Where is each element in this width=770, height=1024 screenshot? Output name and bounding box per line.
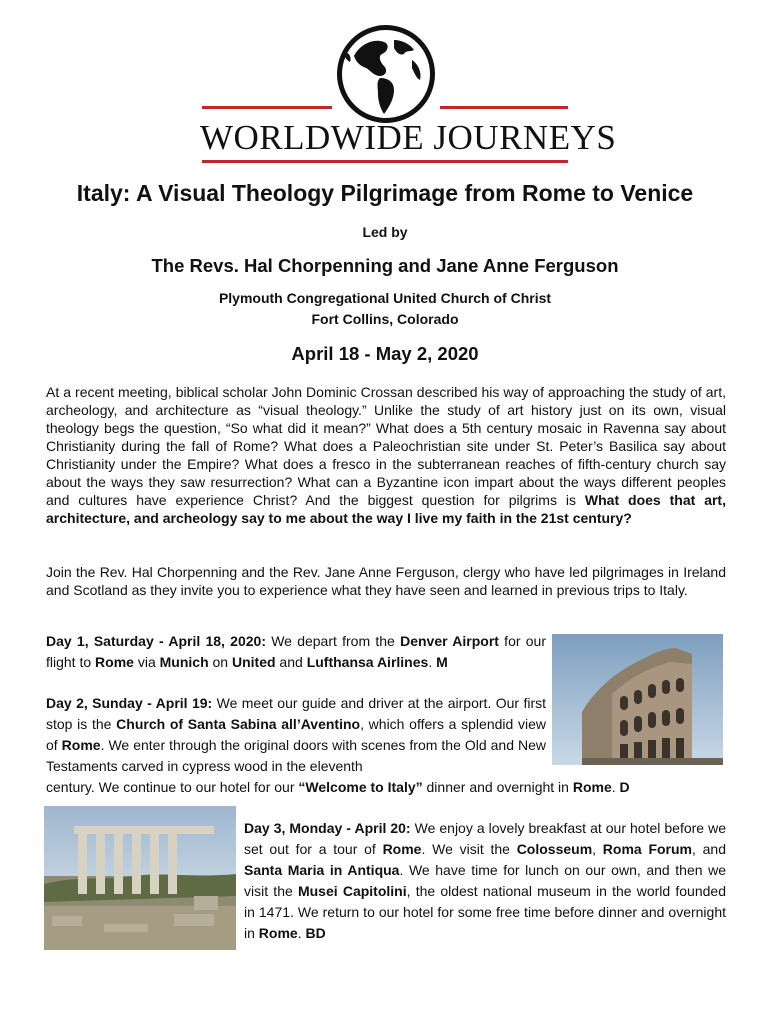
invite-paragraph: Join the Rev. Hal Chorpenning and the Rev. Jane Anne Ferguson, clergy who have led pilgrimages in Ireland and Scotland as they invite you to experience what they have seen and learned in previous trips to Italy. [46,564,726,598]
day-2-event: “Welcome to Italy” [298,779,423,795]
trip-dates: April 18 - May 2, 2020 [291,343,479,364]
logo-rule-bottom [202,160,568,163]
day-2-text: . [611,779,620,795]
day-3-text: , and [692,841,726,857]
day-3-text: , [592,841,603,857]
day-3-meals: BD [305,925,326,941]
day-1-meals: M [436,654,448,670]
day-3-text: . [297,925,306,941]
day-1-text: We depart from the [265,633,401,649]
day-1-text: and [275,654,307,670]
worldwide-journeys-logo [200,22,617,172]
led-by-label: Led by [362,224,408,240]
day-3-place: Santa Maria in Antiqua [244,862,400,878]
page-title: Italy: A Visual Theology Pilgrimage from Rome to Venice [76,180,694,206]
day-3-text: . We visit the [421,841,517,857]
day-2-text: century. We continue to our hotel for our [46,779,299,795]
logo-rule-top-right [440,106,568,109]
church-info [0,288,770,330]
day-3-place: Rome [382,841,422,857]
day-3-place: Roma Forum [602,841,692,857]
day-2-place: Church of Santa Sabina all’Aventino [116,716,361,732]
day-1-place: Denver Airport [400,633,499,649]
day-1-text: for our flight to [46,633,546,670]
day-3-text: We enjoy a lovely breakfast at our hotel before we set out for a tour of [244,820,726,857]
day-2-text: , which offers a splendid view of [46,716,547,753]
day-3-text: , the oldest national museum in the world founded in 1471. We return to our hotel for some free time before dinner and overnight in [244,883,726,941]
itinerary-day-3 [244,818,726,944]
day-2-text: dinner and overnight in [422,779,573,795]
globe-icon [334,22,438,126]
day-3-place: Rome [258,925,298,941]
day-2-text: . We enter through the original doors with scenes from the Old and New Testaments carved in cypress wood in the eleventh [46,737,546,774]
day-3-heading: Day 3, Monday - April 20: [244,820,411,836]
day-1-text: on [208,654,232,670]
day-2-meals: D [619,779,630,795]
day-2-place: Rome [572,779,612,795]
colosseum-photo [552,634,723,765]
day-1-heading: Day 1, Saturday - April 18, 2020: [46,633,266,649]
leaders-heading: The Revs. Hal Chorpenning and Jane Anne Ferguson [151,255,619,276]
intro-paragraph [46,383,726,527]
day-1-place: Munich [159,654,209,670]
intro-question: What does that art, architecture, and archeology say to me about the way I live my faith in the 21st century? [46,492,726,526]
church-name: Plymouth Congregational United Church of Christ [218,290,552,306]
day-1-place: Rome [95,654,134,670]
itinerary-day-2 [46,693,546,777]
day-2-place: Rome [61,737,101,753]
itinerary-day-1 [46,631,546,673]
church-location: Fort Collins, Colorado [311,311,459,327]
day-1-airline: Lufthansa Airlines [306,654,429,670]
day-2-text: We meet our guide and driver at the airport. Our first stop is the [46,695,546,732]
day-3-place: Colosseum [516,841,593,857]
day-3-place: Musei Capitolini [297,883,407,899]
roman-forum-photo [44,806,236,950]
day-2-heading: Day 2, Sunday - April 19: [46,695,213,711]
day-1-text: . [428,654,437,670]
day-3-text: . We have time for lunch on our own, and then we visit the [244,862,726,899]
itinerary-day-2-continued [46,777,726,798]
day-1-text: via [133,654,160,670]
logo-rule-top-left [202,106,332,109]
day-1-airline: United [231,654,276,670]
intro-text: At a recent meeting, biblical scholar John Dominic Crossan described his way of approaching the study of art, archeology, and architecture as “visual theology.” Unlike the study of art history just on its own, visual theology begs the question, “So what did it mean?” What does a 5th century mosaic in Ravenna say about Christianity during the fall of Rome? What does a Paleochristian site under St. Peter’s Basilica say about Christianity under the Empire? What does a fresco in the subterranean reaches of fifth-century church say about the ways they saw resurrection? What can a Byzantine icon impart about the ways different peoples and cultures have experience Christ? And the biggest question for pilgrims is [46,384,726,508]
logo-wordmark: WORLDWIDE JOURNEYS [200,118,617,157]
